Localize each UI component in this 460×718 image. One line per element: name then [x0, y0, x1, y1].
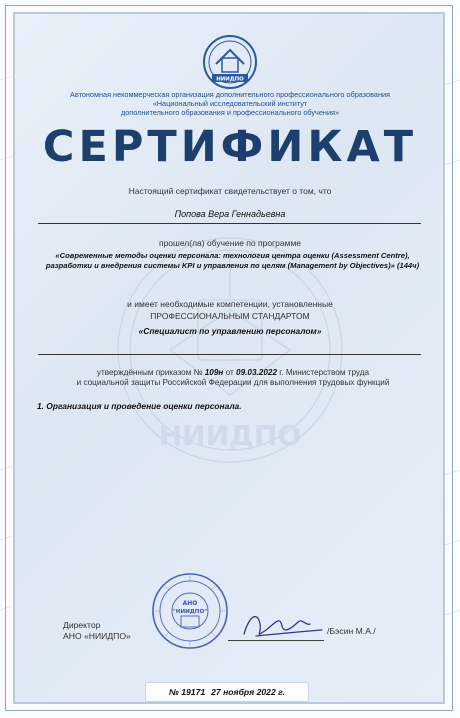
signature-name: /Бэсин М.А./ [327, 626, 376, 636]
certificate-title: СЕРТИФИКАТ [42, 122, 418, 172]
org-line-1: Автономная некоммерческая организация дополнительного профессионального образования [69, 90, 391, 99]
svg-text:НИИДПО: НИИДПО [216, 76, 244, 83]
certificate-number: № 19171 [169, 687, 206, 697]
recipient-name: Попова Вера Геннадьевна [174, 209, 286, 219]
standard-name: «Специалист по управлению персоналом» [138, 326, 322, 336]
standard-underline [38, 354, 421, 355]
director-org: АНО «НИИДПО» [63, 631, 131, 641]
order-from: от [225, 368, 234, 377]
order-suffix: г. Министерством труда [279, 368, 370, 377]
organization-name [40, 90, 420, 117]
director-block [63, 620, 131, 642]
order-line-2: и социальной защиты Российской Федерации для выполнения трудовых функций [76, 378, 390, 387]
program-name: «Современные методы оценки персонала: технология центра оценки (Assessment Centre), разработки и внедрения системы KPI и управления по целям (Management by Objectives)» (144ч) [45, 251, 420, 270]
director-title: Директор [63, 620, 101, 630]
order-reference [38, 368, 428, 388]
signature-line [228, 640, 324, 641]
org-line-3: дополнительного образования и профессионального обучения» [120, 108, 340, 117]
name-underline [38, 223, 421, 224]
org-line-2: «Национальный исследовательский институт [152, 99, 308, 108]
order-date: 09.03.2022 [236, 368, 277, 377]
official-stamp [150, 571, 230, 651]
order-prefix: утверждённым приказом № [96, 368, 203, 377]
certificate-number-date [146, 683, 308, 701]
director-signature [236, 604, 328, 644]
certificate-date: 27 ноября 2022 г. [211, 687, 285, 697]
svg-text:НИИДПО: НИИДПО [158, 419, 302, 452]
competence-line-1: и имеет необходимые компетенции, установленные [127, 299, 333, 309]
labor-function: 1. Организация и проведение оценки персонала. [37, 401, 242, 411]
certify-text: Настоящий сертификат свидетельствует о том, что [128, 186, 332, 196]
competence-line-2: ПРОФЕССИОНАЛЬНЫМ СТАНДАРТОМ [150, 311, 310, 321]
order-number: 109н [204, 368, 224, 377]
svg-text:"НИИДПО": "НИИДПО" [172, 609, 208, 615]
svg-text:АНО: АНО [182, 600, 198, 607]
completed-text: прошел(ла) обучение по программе [158, 238, 302, 248]
institute-logo [202, 34, 258, 90]
